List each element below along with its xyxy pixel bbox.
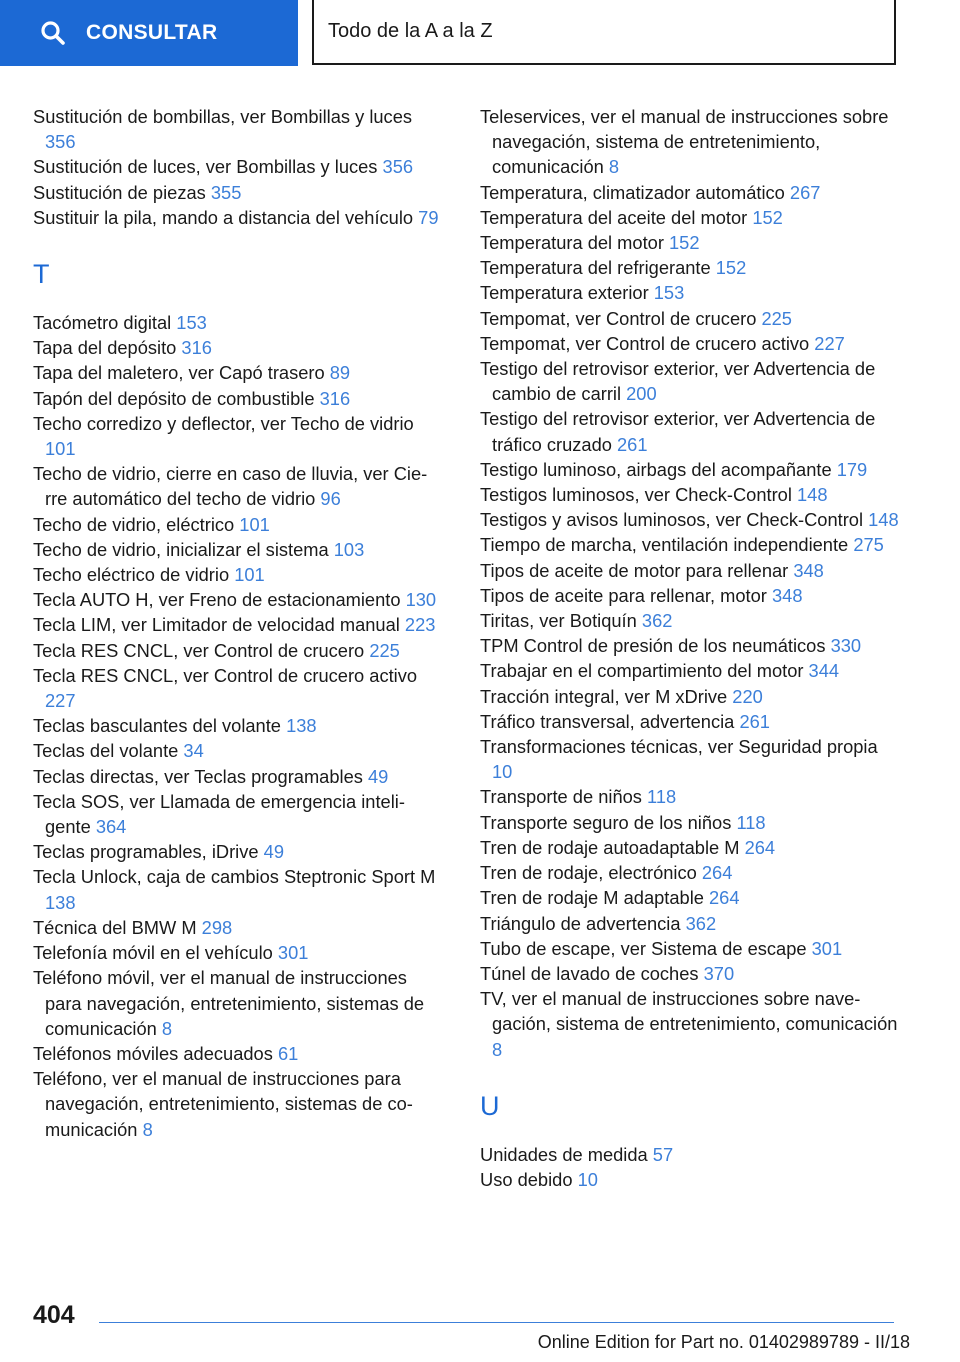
index-entry-text: Testigo del retrovisor exterior, ver Advertencia de tráfico cruzado — [480, 408, 876, 455]
index-entry-text: Temperatura exterior — [480, 282, 649, 304]
index-entry-text: Transformaciones técnicas, ver Seguridad propia — [480, 736, 878, 758]
index-entry — [33, 965, 443, 1041]
index-entry — [33, 1066, 443, 1142]
page-link[interactable]: 101 — [45, 438, 76, 460]
consult-label: CONSULTAR — [86, 21, 218, 44]
index-entry-text: Teléfonos móviles adecuados — [33, 1042, 273, 1064]
index-column-right — [480, 104, 900, 1192]
index-entry — [33, 864, 443, 914]
index-entry — [480, 885, 900, 910]
page-link[interactable]: 264 — [744, 836, 776, 858]
page-link[interactable]: 362 — [641, 610, 673, 632]
page-link[interactable]: 275 — [853, 534, 884, 556]
index-entry — [480, 860, 900, 885]
section-tab[interactable] — [312, 0, 896, 65]
index-entry-text: Teléfono, ver el manual de instrucciones para navegación, entretenimiento, sistemas de comunicación — [33, 1068, 413, 1140]
index-entry — [33, 104, 443, 154]
index-entry-text: Techo eléctrico de vidrio — [33, 564, 230, 586]
page-link[interactable]: 355 — [210, 181, 242, 203]
index-entry — [33, 638, 443, 663]
index-entry-text: Tecla RES CNCL, ver Control de crucero activo — [33, 664, 418, 686]
consult-tab[interactable] — [0, 0, 298, 66]
page-link[interactable]: 10 — [492, 761, 513, 783]
page-link[interactable]: 261 — [617, 433, 648, 455]
page-link[interactable]: 8 — [161, 1017, 173, 1039]
page-link[interactable]: 220 — [732, 685, 763, 707]
index-entry — [33, 335, 443, 360]
index-letter: T — [33, 259, 50, 290]
index-entry — [33, 612, 443, 637]
index-entry-text: Tiempo de marcha, ventilación independiente — [480, 534, 849, 556]
page-link[interactable]: 89 — [329, 362, 351, 384]
index-entry-text: Tecla RES CNCL, ver Control de crucero — [33, 639, 365, 661]
page-link[interactable]: 330 — [830, 635, 862, 657]
index-entry — [480, 180, 900, 205]
page-link[interactable]: 370 — [703, 962, 735, 984]
index-entry — [33, 154, 443, 179]
index-entry-text: Teclas directas, ver Teclas programables — [33, 765, 363, 787]
section-label: Todo de la A a la Z — [328, 20, 493, 42]
index-entry — [33, 310, 443, 335]
index-entry-text: Tráfico transversal, advertencia — [480, 710, 735, 732]
index-entry-text: Testigo luminoso, airbags del acompañante — [480, 458, 832, 480]
page-link[interactable]: 101 — [234, 564, 265, 586]
index-entry — [33, 205, 443, 230]
index-entry — [480, 810, 900, 835]
index-entry — [480, 608, 900, 633]
index-entry-text: Tecla SOS, ver Llamada de emergencia inteligente — [33, 790, 405, 838]
index-entry-text: Sustitución de piezas — [33, 181, 206, 203]
index-entry-text: Tren de rodaje autoadaptable M — [480, 836, 740, 858]
index-entry — [480, 331, 900, 356]
index-entry — [480, 482, 900, 507]
index-entry — [480, 306, 900, 331]
index-entry — [480, 205, 900, 230]
page-link[interactable]: 148 — [868, 509, 899, 531]
index-entry-text: Tapa del maletero, ver Capó trasero — [33, 362, 325, 384]
index-entry — [480, 230, 900, 255]
index-entry-text: Teléfono móvil, ver el manual de instrucciones para navegación, entretenimiento, sistemas de comunicación — [33, 967, 425, 1039]
index-entry — [33, 940, 443, 965]
index-entry-text: TV, ver el manual de instrucciones sobre navegación, sistema de entretenimiento, comunicación — [480, 988, 898, 1035]
page-link[interactable]: 148 — [797, 484, 828, 506]
index-entry — [33, 587, 443, 612]
page-link[interactable]: 267 — [789, 181, 821, 203]
index-entry-text: Tapón del depósito de combustible — [33, 387, 315, 409]
index-entry-text: Túnel de lavado de coches — [480, 962, 699, 984]
index-entry — [33, 512, 443, 537]
page-link[interactable]: 264 — [701, 862, 733, 884]
page-link[interactable]: 316 — [319, 387, 351, 409]
page-link[interactable]: 362 — [685, 912, 717, 934]
index-entry-text: Temperatura, climatizador automático — [480, 181, 785, 203]
page-link[interactable]: 34 — [183, 740, 204, 762]
page-link[interactable]: 153 — [653, 282, 685, 304]
index-entry-text: Tren de rodaje, electrónico — [480, 862, 697, 884]
page-link[interactable]: 130 — [405, 589, 437, 611]
page-link[interactable]: 118 — [647, 786, 677, 808]
page-link[interactable]: 152 — [669, 232, 700, 254]
page-link[interactable]: 57 — [652, 1143, 674, 1165]
page-link[interactable]: 223 — [404, 614, 436, 636]
index-entry — [33, 738, 443, 763]
index-entry — [33, 180, 443, 205]
index-entry — [480, 936, 900, 961]
index-entry-text: Tacómetro digital — [33, 312, 172, 334]
page-link[interactable]: 61 — [277, 1042, 299, 1064]
index-entry-text: Telefonía móvil en el vehículo — [33, 942, 273, 964]
index-entry-text: Temperatura del motor — [480, 232, 664, 254]
index-entry-text: Testigos luminosos, ver Check-Control — [480, 484, 792, 506]
index-entry-text: Sustituir la pila, mando a distancia del vehículo — [33, 206, 414, 228]
index-entry — [33, 764, 443, 789]
index-entry — [480, 709, 900, 734]
page-link[interactable]: 344 — [808, 660, 840, 682]
page-link[interactable]: 298 — [201, 916, 233, 938]
index-entry-text: Uso debido — [480, 1168, 573, 1190]
index-entry-text: Tempomat, ver Control de crucero — [480, 307, 757, 329]
index-entry-text: TPM Control de presión de los neumáticos — [480, 635, 826, 657]
index-entry — [480, 457, 900, 482]
footer-rule — [99, 1322, 894, 1323]
index-entry-text: Tren de rodaje M adaptable — [480, 887, 704, 909]
header — [0, 0, 960, 66]
index-entry — [480, 507, 900, 532]
index-entry — [33, 1041, 443, 1066]
index-entry — [480, 1142, 900, 1167]
page-link[interactable]: 153 — [176, 312, 207, 334]
index-entry-text: Tecla LIM, ver Limitador de velocidad manual — [33, 614, 400, 636]
page-link[interactable]: 101 — [239, 513, 270, 535]
index-entry-text: Tracción integral, ver M xDrive — [480, 685, 728, 707]
page-link[interactable]: 96 — [320, 488, 341, 510]
page-link[interactable]: 8 — [492, 1038, 503, 1060]
index-entry-text: Triángulo de advertencia — [480, 912, 681, 934]
index-entry — [33, 461, 443, 511]
index-entry — [33, 562, 443, 587]
index-entry-text: Tecla AUTO H, ver Freno de estacionamiento — [33, 589, 401, 611]
page-link[interactable]: 200 — [626, 383, 657, 405]
index-entry — [33, 713, 443, 738]
index-entry — [480, 784, 900, 809]
page-link[interactable]: 138 — [45, 891, 76, 913]
index-entry — [33, 663, 443, 713]
index-entry-text: Tipos de aceite para rellenar, motor — [480, 584, 767, 606]
index-entry-text: Teclas basculantes del volante — [33, 715, 281, 737]
page-link[interactable]: 364 — [95, 816, 127, 838]
page-number: 404 — [33, 1301, 75, 1329]
index-entry — [480, 104, 900, 180]
page-link[interactable]: 8 — [142, 1118, 153, 1140]
page-link[interactable]: 264 — [709, 887, 740, 909]
index-entry-text: Tecla Unlock, caja de cambios Steptronic Sport M — [33, 866, 436, 888]
index-entry-text: Unidades de medida — [480, 1143, 648, 1165]
index-entry — [480, 1167, 900, 1192]
index-entry — [480, 684, 900, 709]
search-icon — [40, 20, 66, 46]
index-entry — [33, 915, 443, 940]
index-entry-text: Testigo del retrovisor exterior, ver Advertencia de cambio de carril — [480, 358, 876, 405]
index-entry-text: Techo de vidrio, eléctrico — [33, 513, 235, 535]
page-link[interactable]: 356 — [382, 156, 414, 178]
page-link[interactable]: 301 — [811, 937, 843, 959]
page-link[interactable]: 49 — [263, 841, 284, 863]
index-entry-text: Testigos y avisos luminosos, ver Check-Control — [480, 509, 864, 531]
index-entry — [33, 839, 443, 864]
page-link[interactable]: 152 — [715, 257, 747, 279]
index-entry-text: Sustitución de bombillas, ver Bombillas y luces — [33, 106, 412, 127]
page-link[interactable]: 103 — [333, 538, 365, 560]
index-entry-text: Sustitución de luces, ver Bombillas y luces — [33, 156, 378, 178]
index-entry — [480, 280, 900, 305]
index-entry-text: Teclas programables, iDrive — [33, 841, 259, 863]
index-entry-text: Tiritas, ver Botiquín — [480, 610, 637, 632]
page-link[interactable]: 8 — [608, 156, 620, 178]
index-entry — [480, 406, 900, 456]
index-entry — [480, 658, 900, 683]
index-entry-text: Técnica del BMW M — [33, 916, 197, 938]
index-entry-text: Techo corredizo y deflector, ver Techo de vidrio — [33, 412, 414, 434]
page-link[interactable]: 261 — [739, 710, 770, 732]
index-entry — [480, 734, 900, 784]
index-entry-text: Temperatura del aceite del motor — [480, 206, 748, 228]
index-entry-text: Trabajar en el compartimiento del motor — [480, 660, 804, 682]
index-entry-text: Transporte de niños — [480, 786, 642, 808]
page-link[interactable]: 10 — [577, 1168, 598, 1190]
index-entry — [33, 537, 443, 562]
page-link[interactable]: 79 — [418, 206, 439, 228]
index-entry-text: Transporte seguro de los niños — [480, 811, 732, 833]
page-link[interactable]: 348 — [772, 584, 803, 606]
page-link[interactable]: 152 — [752, 206, 783, 228]
index-entry-text: Temperatura del refrigerante — [480, 257, 711, 279]
index-column-left — [33, 104, 443, 1142]
page-link[interactable]: 316 — [181, 337, 212, 359]
page-link[interactable]: 225 — [761, 307, 792, 329]
index-entry — [480, 835, 900, 860]
page-link[interactable]: 227 — [45, 690, 76, 712]
index-entry-text: Tapa del depósito — [33, 337, 177, 359]
index-entry — [480, 532, 900, 557]
index-entry-text: Tubo de escape, ver Sistema de escape — [480, 937, 807, 959]
index-entry — [33, 789, 443, 839]
index-entry — [33, 386, 443, 411]
footer-edition: Online Edition for Part no. 01402989789 - II/18 — [537, 1332, 910, 1352]
index-entry — [480, 911, 900, 936]
index-entry-text: Tipos de aceite de motor para rellenar — [480, 559, 789, 581]
index-entry — [480, 633, 900, 658]
index-letter: U — [480, 1090, 500, 1121]
index-entry — [480, 558, 900, 583]
page-link[interactable]: 348 — [793, 559, 824, 581]
page-link[interactable]: 138 — [286, 715, 317, 737]
index-entry-text: Teleservices, ver el manual de instrucciones sobre navegación, sistema de entretenimiento, comunicación — [480, 106, 889, 178]
index-entry — [480, 583, 900, 608]
page-link[interactable]: 301 — [277, 942, 309, 964]
index-entry — [33, 360, 443, 385]
page-link[interactable]: 227 — [814, 332, 845, 354]
index-entry — [480, 255, 900, 280]
index-entry-text: Techo de vidrio, inicializar el sistema — [33, 538, 329, 560]
page-link[interactable]: 225 — [369, 639, 400, 661]
page-link[interactable]: 49 — [367, 765, 389, 787]
page-link[interactable]: 118 — [736, 811, 766, 833]
index-entry — [33, 411, 443, 461]
page-link[interactable]: 356 — [45, 131, 76, 153]
index-entry-text: Teclas del volante — [33, 740, 179, 762]
index-entry — [480, 356, 900, 406]
index-entry — [480, 986, 900, 1062]
index-entry-text: Tempomat, ver Control de crucero activo — [480, 332, 810, 354]
index-entry — [480, 961, 900, 986]
index-entry-text: Techo de vidrio, cierre en caso de lluvia, ver Cierre automático del techo de vidrio — [33, 463, 428, 510]
page-link[interactable]: 179 — [836, 458, 868, 480]
